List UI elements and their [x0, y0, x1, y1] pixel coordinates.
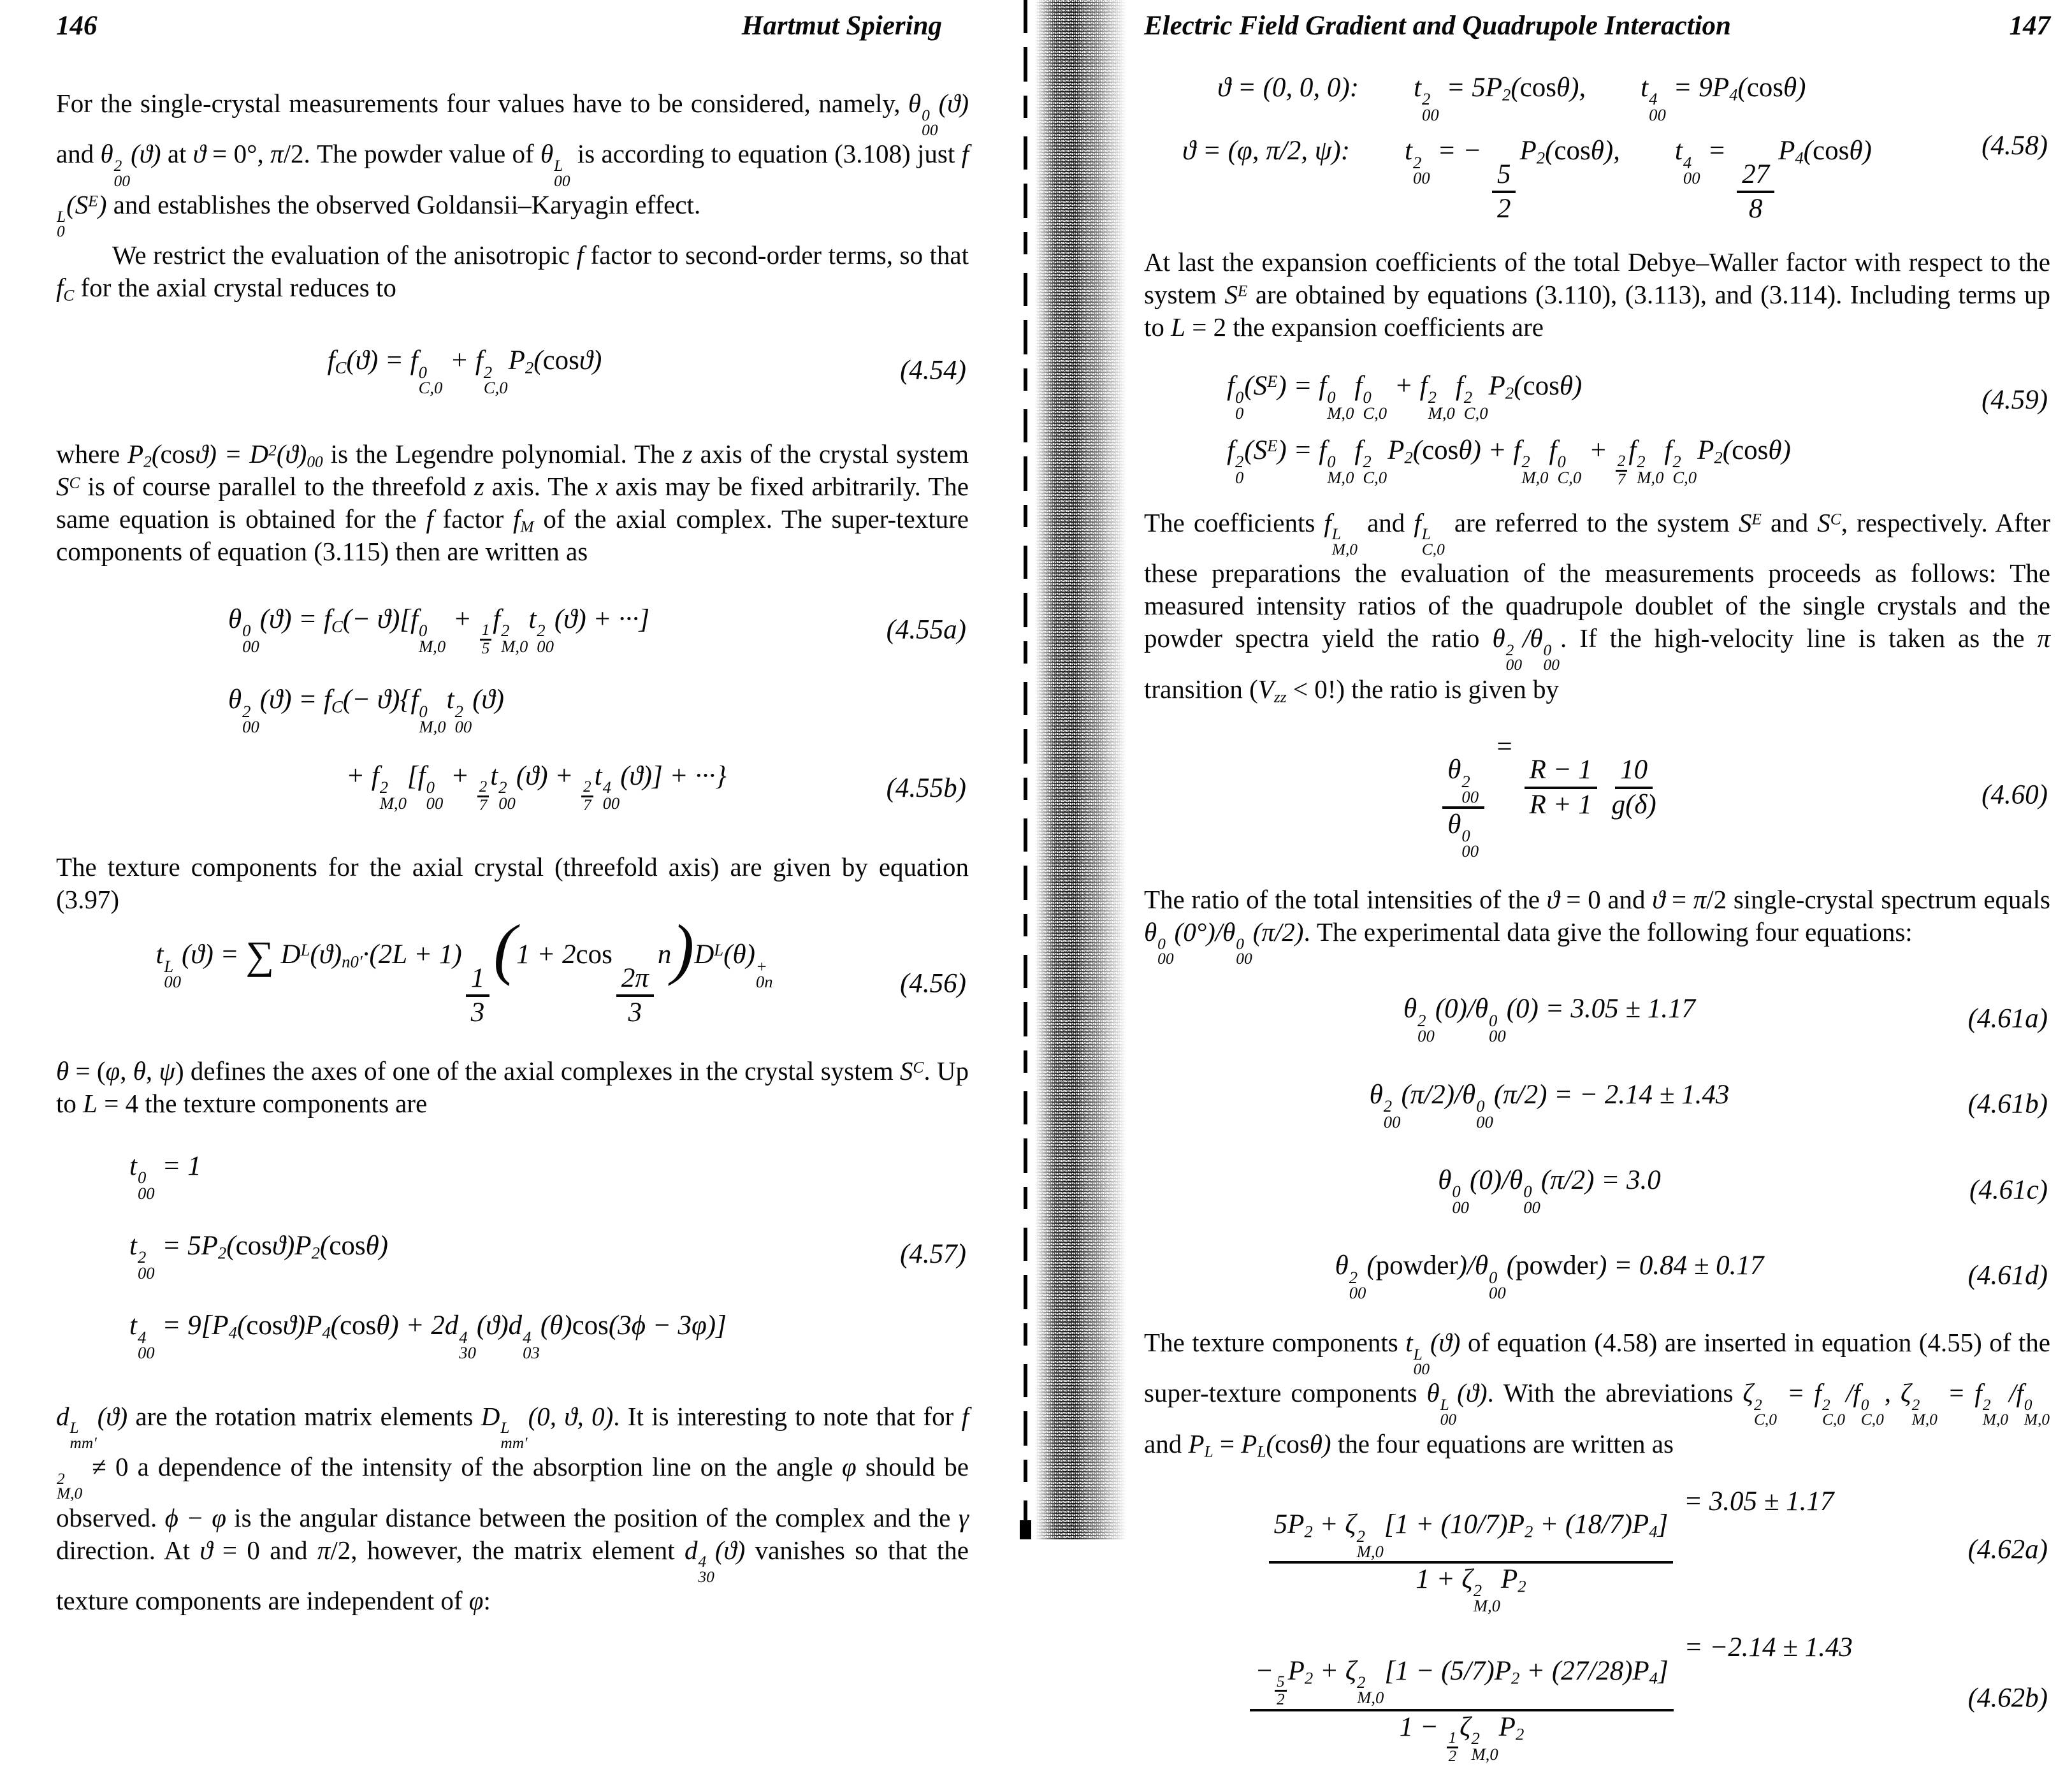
equation-4-57: [56, 1151, 969, 1361]
equation-number: (4.60): [1981, 780, 2048, 810]
equation-line: f 0 0 $(S^E) = f$ 0 M,0 f 0 C,0 + f 2 M,0 f 2 C,0 $P_2(\cos\theta)$: [1227, 370, 1583, 423]
equation-4-56: [56, 911, 969, 1028]
equation-4-59: [1144, 370, 2050, 488]
right-page-header: [1144, 10, 2050, 41]
running-head: Electric Field Gradient and Quadrupole Interaction: [1144, 11, 1731, 41]
scan-gutter: [987, 0, 1146, 1539]
paragraph: The ratio of the total intensities of the ϑ = 0 and ϑ = π/2 single-crystal spectrum equals θ 0 00 (0°)/θ 0 00 (π/2). The experimental data give the following four equations:: [1144, 884, 2051, 968]
scan-gutter-artifact: [1020, 1520, 1031, 1539]
equation-line: θ 2 00 $(ϑ) = f_C(- ϑ)\{f$ 0 M,0 t 2 00 (ϑ): [228, 685, 504, 737]
equation-number: (4.61a): [1967, 1003, 2048, 1034]
equation-line: ϑ = (0, 0, 0): t 2 00 = $5P_2(\cos\theta)$, t 4 00 = $9P_4(\cos\theta)$: [1217, 73, 1806, 124]
equation-line: f 2 0 $(S^E) = f$ 0 M,0 f 2 C,0 $P_2(\cos\theta) + f$ 2 M,0 f 0 C,0 + $\frac{2}{7}$ f 2 M,0 f 2 C,0 $P_2(\cos\theta)$: [1227, 435, 1791, 489]
equation-number: (4.61d): [1967, 1260, 2048, 1291]
equation-4-61a: [1144, 993, 2050, 1046]
page-number: 146: [56, 11, 98, 41]
equation-number: (4.61c): [1969, 1175, 2048, 1205]
right-page: [1144, 0, 2050, 1764]
equation-4-61d: [1144, 1250, 2050, 1303]
equation-number: (4.57): [900, 1239, 966, 1270]
equation-number: (4.61b): [1967, 1089, 2048, 1119]
equation-4-58: [1144, 72, 2050, 224]
equation-body: − $\frac{5}{2}$ $P_2 + \zeta$ 2 M,0 $[1 - (5/7)P_2 + (27/28)P_4]$ 1 − $\frac{1}{2}$ ζ 2 M,0 $P_2$ = −2.14 ± 1.43: [1144, 1632, 1955, 1764]
running-head: Hartmut Spiering: [741, 11, 942, 41]
equation-body: θ 0 00 (0)/θ 0 00 (π/2) = 3.0: [1438, 1165, 1661, 1217]
equation-body: θ 2 00 (powder)/θ 0 00 (powder) = 0.84 ± 0.17: [1335, 1251, 1764, 1303]
equation-line: t 0 00 = 1: [129, 1151, 201, 1203]
equation-body: θ 2 00 θ 0 00 = $\frac{R - 1}{R + 1}$ $\frac{10}{g(\delta)}$: [1144, 731, 1955, 859]
equation-body: θ 2 00 (π/2)/θ 0 00 (π/2) = − 2.14 ± 1.43: [1369, 1079, 1730, 1131]
equation-number: (4.56): [900, 968, 966, 999]
paragraph: The coefficients f L M,0 and f L C,0 are referred to the system $S^E$ and $S^C$, respectively. After these preparations the evaluation of the measurements proceeds as follows: The measured intensity ratios of the quadrupole doublet of the single crystals and the powder spectra yield the ratio θ 2 00 /θ 0 00 . If the high-velocity line is taken as the π transition $(V_{zz} < 0!)$ the ratio is given by: [1144, 507, 2051, 706]
equation-line: + f 2 M,0 [f 0 00 + $\frac{2}{7}$ t 2 00 (ϑ) + $\frac{2}{7}$ t 4 00 (ϑ)] + ···}: [346, 760, 727, 814]
equation-4-54: [56, 345, 969, 398]
equation-body: $5P_2 + \zeta$ 2 M,0 $[1 + (10/7)P_2 + (18/7)P_4]$ 1 + ζ 2 M,0 $P_2$ = 3.05 ± 1.17: [1144, 1486, 1955, 1614]
equation-4-61c: [1144, 1165, 2050, 1215]
equation-4-62a: [1144, 1486, 2050, 1614]
equation-line: t 4 00 = $9[P_4(\cos ϑ)P_4(\cos\theta) + 2d$ 4 30 (ϑ)d 4 03 (θ)cos(3ϕ − 3φ)]: [129, 1311, 727, 1363]
left-page-header: [56, 10, 969, 41]
equation-number: (4.58): [1981, 130, 2048, 161]
equation-number: (4.62a): [1967, 1534, 2048, 1565]
paragraph: The texture components t L 00 (ϑ) of equation (4.58) are inserted in equation (4.55) of the super-texture components θ L 00 (ϑ). With the abreviations ζ 2 C,0 = f 2 C,0 /f 0 C,0 , ζ 2 M,0 = f 2 M,0 /f 0 M,0 and $P_L = P_L(\cos\theta)$ the four equations are written as: [1144, 1327, 2050, 1461]
equation-number: (4.59): [1981, 384, 2048, 415]
equation-number: (4.54): [900, 355, 966, 386]
equation-number: (4.55a): [886, 614, 966, 645]
paragraph: where $P_2(\cos ϑ) = D^2(ϑ)_{00}$ is the Legendre polynomial. The z axis of the crystal system $S^C$ is of course parallel to the threefold z axis. The x axis may be fixed arbitrarily. The same equation is obtained for the f factor $f_M$ of the axial complex. The super-texture components of equation (3.115) then are written as: [56, 439, 969, 566]
equation-line: ϑ = (φ, π/2, ψ): t 2 00 = − $\frac{5}{2}$ $P_2(\cos\theta)$, t 4 00 = $\frac{27}{8}$ $P_4(\cos\theta)$: [1182, 136, 1872, 224]
equation-number: (4.55b): [886, 773, 966, 804]
equation-4-55a: [56, 604, 969, 657]
paragraph: We restrict the evaluation of the anisotropic f factor to second-order terms, so that $f_C$ for the axial crystal reduces to: [56, 240, 969, 305]
left-page: [56, 0, 969, 1617]
paragraph: For the single-crystal measurements four values have to be considered, namely, θ 0 00 (ϑ) and θ 2 00 (ϑ) at ϑ = 0°, π/2. The powder value of θ L 00 is according to equation (3.108) just f L 0 $(S^E)$ and establishes the observed Goldansii–Karyagin effect.: [56, 89, 969, 240]
page-number: 147: [2009, 11, 2050, 41]
equation-body: θ 2 00 (0)/θ 0 00 (0) = 3.05 ± 1.17: [1403, 994, 1695, 1046]
paragraph: At last the expansion coefficients of the total Debye–Waller factor with respect to the system $S^E$ are obtained by equations (3.110), (3.113), and (3.114). Including terms up to L = 2 the expansion coefficients are: [1144, 247, 2050, 342]
equation-body: $f_C(ϑ) = f$ 0 C,0 + f 2 C,0 $P_2(\cos ϑ)$: [327, 345, 602, 398]
equation-number: (4.62b): [1967, 1683, 2048, 1713]
paragraph: d L mm′ (ϑ) are the rotation matrix elements D L mm′ (0, ϑ, 0). It is interesting to note that for f 2 M,0 ≠ 0 a dependence of the intensity of the absorption line on the angle φ should be observed. ϕ − φ is the angular distance between the position of the complex and the γ direction. At ϑ = 0 and π/2, however, the matrix element d 4 30 (ϑ) vanishes so that the texture components are independent of φ:: [56, 1401, 969, 1616]
equation-4-55b: [56, 684, 969, 813]
scan-gutter-noise: [1035, 0, 1129, 1539]
equation-4-61b: [1144, 1079, 2050, 1129]
equation-line: t 2 00 = $5P_2(\cos ϑ)P_2(\cos\theta)$: [129, 1231, 389, 1282]
equation-body: θ 0 00 $(ϑ) = f_C(- ϑ)[f$ 0 M,0 + $\frac{1}{5}$ f 2 M,0 t 2 00 (ϑ) + ···]: [228, 604, 650, 657]
equation-4-62b: [1144, 1632, 2050, 1764]
equation-4-60: [1144, 731, 2050, 859]
paragraph: θ = (φ, θ, ψ) defines the axes of one of the axial complexes in the crystal system $S^C$. Up to L = 4 the texture components are: [56, 1056, 969, 1118]
paragraph: The texture components for the axial crystal (threefold axis) are given by equation (3.97): [56, 852, 969, 915]
scan-gutter-spine-line: [1024, 0, 1027, 1539]
equation-body: t L 00 (ϑ) = ∑ $D^L(ϑ)_{n0'}\cdot(2L + 1)$ $\frac{1}{3}$ (1 + 2cos $\frac{2\pi}{3}$ $n)D^L(\theta)$ + 0n: [156, 911, 773, 1028]
